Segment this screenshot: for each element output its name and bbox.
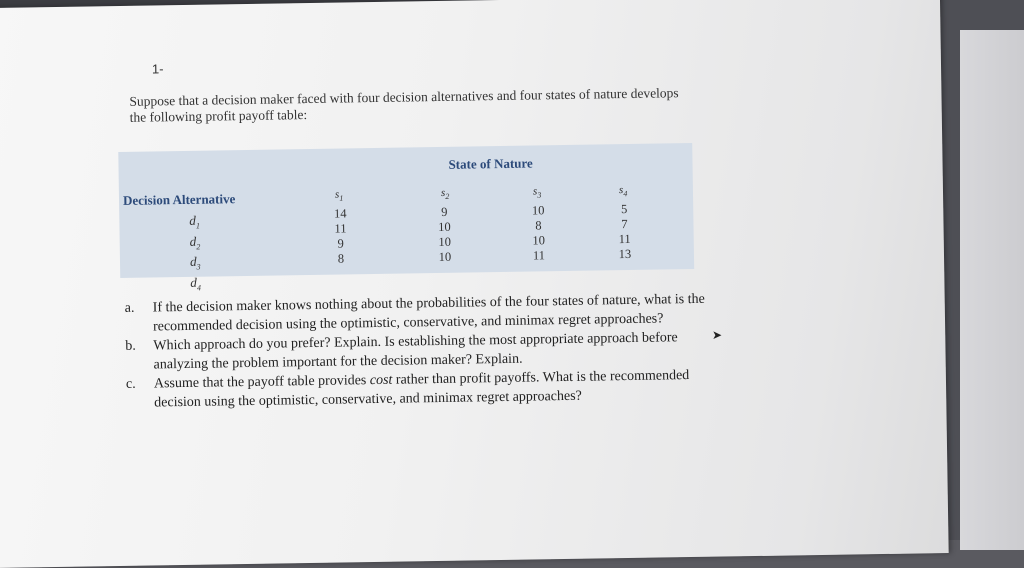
cell-d3-s2: 10: [438, 234, 452, 249]
cell-d1-s3: 10: [531, 203, 545, 218]
cell-d2-s4: 7: [621, 217, 628, 232]
row-label-d4: $d_4$: [190, 274, 201, 293]
cell-d1-s1: 14: [333, 206, 347, 221]
question-text-b: Which approach do you prefer? Explain. Is establishing the most appropriate approach before analyzing the problem important for the decision maker? Explain.: [153, 330, 678, 373]
column-s4-values: [609, 202, 640, 262]
cell-d2-s1: 11: [334, 221, 347, 236]
mouse-cursor-icon: ➤: [712, 328, 723, 342]
row-label-d1: $d_1$: [189, 212, 201, 231]
question-label-b: b.: [125, 338, 136, 354]
cell-d3-s3: 10: [532, 233, 546, 248]
row-header: Decision Alternative: [122, 191, 236, 208]
cell-d4-s1: 8: [337, 251, 345, 266]
column-s2-values: [429, 205, 460, 265]
col-header-s1-text: $s_1$: [334, 188, 344, 203]
question-c: [126, 366, 717, 413]
cell-d3-s1: 9: [337, 236, 344, 251]
cell-d4-s4: 13: [618, 246, 632, 262]
table-title: State of Nature: [448, 155, 533, 172]
question-label-c: c.: [125, 376, 136, 392]
column-s1-values: [325, 206, 356, 266]
cell-d2-s3: 8: [535, 218, 542, 233]
col-header-s3: [533, 185, 542, 199]
question-text-a: If the decision maker knows nothing about the probabilities of the four states of nature, what is the recommended decision using the optimistic, conservative, and minimax regret approaches?: [152, 291, 705, 335]
col-header-s1: [335, 188, 344, 202]
col-header-s3-text: $s_3$: [532, 185, 542, 200]
cell-d2-s2: 10: [438, 219, 451, 234]
col-header-s4: [619, 184, 628, 198]
question-label-a: a.: [124, 300, 135, 316]
row-label-d2: $d_2$: [189, 233, 201, 251]
cell-d1-s4: 5: [621, 202, 628, 217]
cell-d4-s3: 11: [532, 248, 546, 263]
col-header-s2: [441, 187, 450, 201]
cell-d3-s4: 11: [618, 231, 631, 247]
payoff-table: [118, 143, 694, 293]
question-text-c-after: rather than profit payoffs. What is the recommended decision using the optimistic, conservative, and minimax regret approaches?: [154, 368, 690, 411]
question-list: [125, 290, 717, 413]
row-label-d3: $d_3$: [189, 253, 201, 272]
col-header-s2-text: $s_2$: [440, 186, 450, 202]
adjacent-page: [960, 30, 1024, 550]
question-text-c-emphasis: cost: [369, 372, 393, 389]
cell-d4-s2: 10: [438, 249, 452, 264]
question-number: 1-: [151, 61, 164, 77]
intro-paragraph: Suppose that a decision maker faced with four decision alternatives and four states of nature develops the following profit payoff table:: [129, 85, 679, 125]
row-labels: [189, 213, 201, 296]
col-header-s4-text: $s_4$: [618, 184, 628, 199]
cell-d1-s2: 9: [441, 204, 448, 219]
question-text-c-before: Assume that the payoff table provides: [153, 373, 370, 392]
column-s3-values: [523, 203, 554, 263]
